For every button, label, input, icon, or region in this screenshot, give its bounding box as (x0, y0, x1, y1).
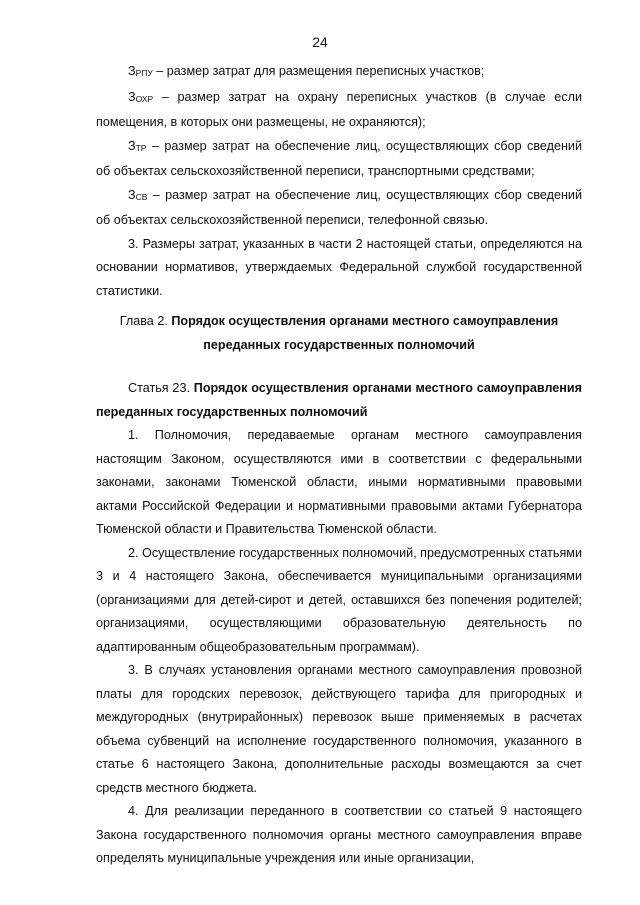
article-body (96, 424, 582, 871)
definition-text: – размер затрат на обеспечение лиц, осуществляющих сбор сведений об объектах сельскохозяйственной переписи, транспортными средствами; (96, 138, 582, 178)
definition-symbol: З (128, 138, 136, 153)
page-number: 24 (312, 34, 328, 50)
chapter-prefix: Глава 2. (119, 314, 172, 328)
definition-symbol: З (128, 187, 136, 202)
definition-symbol: З (128, 64, 136, 78)
article-paragraph-4: 4. Для реализации переданного в соответствии со статьей 9 настоящего Закона государственного полномочия органы местного самоуправления вправе определять муниципальные учреждения или иные организации, (96, 804, 582, 865)
definition-symbol: З (128, 89, 136, 104)
chapter-heading (96, 310, 582, 357)
article-title: Порядок осуществления органами местного самоуправления переданных государственных полномочий (96, 381, 582, 419)
article-paragraph-1: 1. Полномочия, передаваемые органам местного самоуправления настоящим Законом, осуществляются ими в соответствии с федеральными законами, законами Тюменской области, иными нормативными правовыми актами Российской Федерации и нормативными правовыми актами Губернатора Тюменской области и Правительства Тюменской области. (96, 428, 582, 536)
definition-text: – размер затрат на охрану переписных участков (в случае если помещения, в которых они размещены, не охраняются); (96, 89, 582, 129)
article-heading (96, 377, 582, 424)
article-paragraph-3: 3. В случаях установления органами местного самоуправления провозной платы для городских перевозок, действующего тарифа для пригородных и междугородных (внутрирайонных) перевозок выше применяемых в расчетах объема субвенций на исполнение государственного полномочия, указанного в статье 6 настоящего Закона, дополнительные расходы возмещаются за счет средств местного бюджета. (96, 663, 582, 795)
article-paragraph-2: 2. Осуществление государственных полномочий, предусмотренных статьями 3 и 4 настоящего Закона, обеспечивается муниципальными организациями (организациями для детей-сирот и детей, оставшихся без попечения родителей; организациями, осуществляющими образовательную деятельность по адаптированным общеобразовательным программам). (96, 545, 582, 654)
clause-3: 3. Размеры затрат, указанных в части 2 настоящей статьи, определяются на основании нормативов, утверждаемых Федеральной службой государственной статистики. (96, 236, 582, 298)
definition-tr (96, 135, 582, 184)
definition-text: – размер затрат на обеспечение лиц, осуществляющих сбор сведений об объектах сельскохозяйственной переписи, телефонной связью. (96, 187, 582, 227)
definition-subscript: ТР (135, 142, 147, 153)
definition-subscript: ОХР (135, 93, 154, 104)
definition-sv (96, 184, 582, 233)
definition-rpu (96, 60, 582, 86)
definition-subscript: СВ (135, 191, 148, 202)
definition-text: – размер затрат для размещения переписных участков; (152, 64, 485, 78)
article-prefix: Статья 23. (128, 381, 194, 395)
definition-ohr (96, 86, 582, 135)
chapter-title: Порядок осуществления органами местного самоуправления переданных государственных полномочий (171, 314, 559, 352)
definition-subscript: РПУ (135, 68, 153, 78)
definitions-block (96, 60, 582, 303)
